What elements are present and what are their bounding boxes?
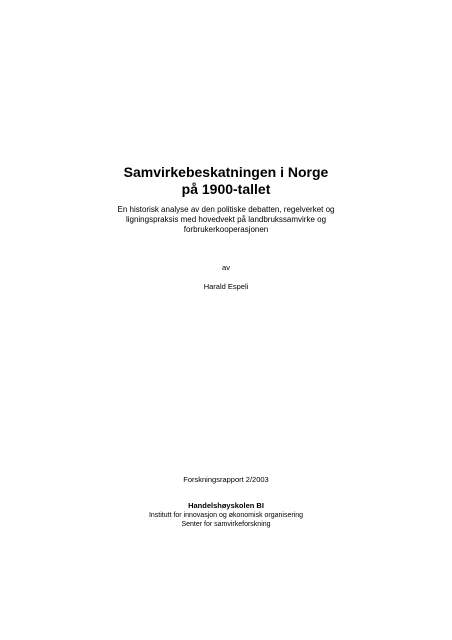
document-title	[0, 164, 452, 198]
department-info	[0, 511, 452, 529]
subtitle-line-3: forbrukerkooperasjonen	[183, 225, 269, 234]
title-line-2: på 1900-tallet	[181, 181, 271, 197]
title-line-1: Samvirkebeskatningen i Norge	[123, 164, 329, 180]
department-line-1: Institutt for innovasjon og økonomisk organisering	[148, 512, 304, 519]
report-number: Forskningsrapport 2/2003	[183, 475, 269, 484]
subtitle-line-2: ligningspraksis med hovedvekt på landbrukssamvirke og	[125, 215, 327, 224]
department-line-2: Senter for samvirkeforskning	[181, 521, 271, 528]
document-subtitle	[0, 205, 452, 235]
by-label: av	[222, 263, 230, 272]
institution-name: Handelshøyskolen BI	[188, 501, 264, 510]
author-name: Harald Espeli	[203, 282, 249, 291]
subtitle-line-1: En historisk analyse av den politiske debatten, regelverket og	[117, 205, 335, 214]
